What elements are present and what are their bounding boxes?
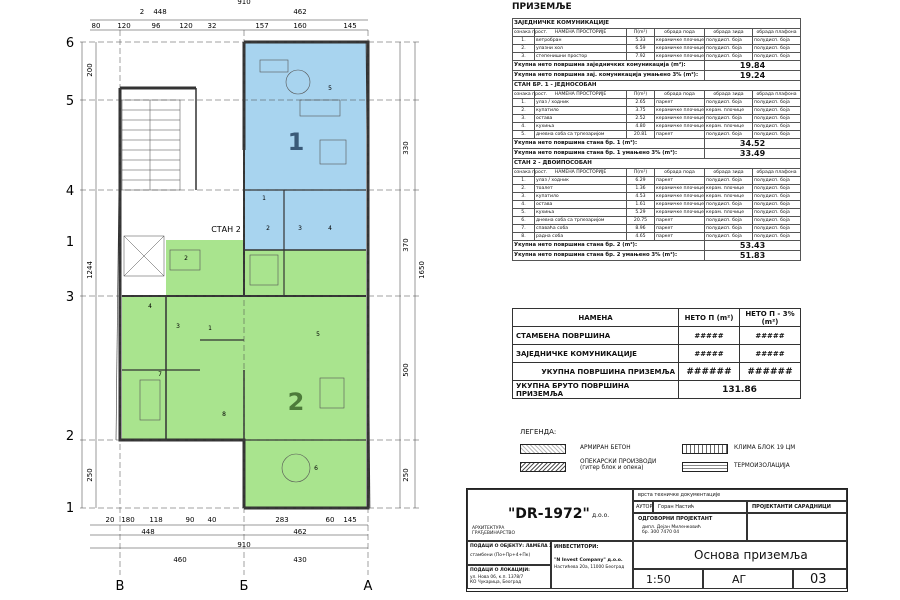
table-cell: 4. <box>513 123 535 131</box>
dimension-label: 90 <box>185 516 195 524</box>
axis-column-labels <box>116 579 373 594</box>
dimension-label: 462 <box>293 528 307 536</box>
dimension-label: 430 <box>293 556 307 564</box>
insulation-swatch <box>682 462 728 472</box>
table-cell: 4. <box>513 201 535 209</box>
table-cell: полудисп. боја <box>705 177 753 185</box>
column-header: ознака прост. <box>514 92 548 97</box>
reduced-value: 19.24 <box>705 71 801 81</box>
table-cell: ветробран <box>535 37 627 45</box>
total-row <box>513 149 801 159</box>
summary-row-label: СТАМБЕНА ПОВРШИНА <box>513 327 679 345</box>
room-number: 6 <box>314 465 318 472</box>
right-dimensions <box>402 141 426 481</box>
total-value: 19.84 <box>705 61 801 71</box>
table-cell: паркет <box>655 131 705 139</box>
column-header: обрада пода <box>655 169 705 177</box>
axis-row-label: 1 <box>65 235 75 250</box>
table-row <box>513 45 801 53</box>
object-label: ПОДАЦИ О ОБЈЕКТУ: ЛАМЕЛА 2 <box>470 544 553 549</box>
room-number: 5 <box>316 331 320 338</box>
summary-col-net-reduced: НЕТО П - 3% (m²) <box>740 309 801 327</box>
table-cell: полудисп. боја <box>705 233 753 241</box>
table-cell: полудисп. боја <box>753 225 801 233</box>
room-number: 3 <box>176 323 180 330</box>
table-cell: керам. плочице <box>705 107 753 115</box>
table-cell: паркет <box>655 177 705 185</box>
table-cell: керамичке плочице <box>656 194 704 199</box>
table-cell: полудисп. боја <box>753 209 801 217</box>
column-header: НАМЕНА ПРОСТОРИЈЕ <box>535 29 627 37</box>
table-cell: полудисп. боја <box>753 37 801 45</box>
drawing-title: Основа приземља <box>694 548 808 562</box>
table-cell: полудисп. боја <box>753 185 801 193</box>
brick-swatch <box>520 462 566 472</box>
total-label: Укупна нето површина стана бр. 1 (m²): <box>513 139 705 149</box>
summary-row-label: ЗАЈЕДНИЧКЕ КОМУНИКАЦИЈЕ <box>513 345 679 363</box>
table-cell: керамичке плочице <box>656 108 704 113</box>
column-header: ознака прост. <box>514 170 548 175</box>
table-cell: кухиња <box>535 123 627 131</box>
table-cell: паркет <box>655 225 705 233</box>
dimension-label: 370 <box>402 238 410 252</box>
firm-cell <box>467 489 633 541</box>
table-cell: керам. плочице <box>705 185 753 193</box>
dimension-label: 283 <box>275 516 289 524</box>
dimension-label: 157 <box>255 22 269 30</box>
table-cell: тоалет <box>535 185 627 193</box>
dimension-label: 2 <box>139 8 145 16</box>
table-cell: 1. <box>513 99 535 107</box>
section-row <box>513 19 801 29</box>
table-cell: полудисп. боја <box>753 177 801 185</box>
dimension-label: 448 <box>141 528 155 536</box>
table-cell: паркет <box>655 233 705 241</box>
table-cell: полудисп. боја <box>753 107 801 115</box>
table-cell: остава <box>535 115 627 123</box>
author-name: Горан Настић <box>658 504 695 510</box>
table-cell: 1.61 <box>627 201 655 209</box>
axis-row-labels <box>66 36 74 516</box>
axis-column-label: Б <box>239 579 249 594</box>
concrete-swatch <box>520 444 566 454</box>
table-cell: полудисп. боја <box>753 115 801 123</box>
column-header: обрада пода <box>655 29 705 37</box>
stair-label: СТАН 2 <box>211 225 241 234</box>
legend-item: АРМИРАН БЕТОН <box>580 445 631 451</box>
table-cell: дневна соба са трпезаријом <box>535 217 627 225</box>
dimension-label: 250 <box>86 468 94 482</box>
column-header: П(m²) <box>627 91 655 99</box>
table-cell: паркет <box>655 217 705 225</box>
table-cell: кухиња <box>535 209 627 217</box>
table-row <box>513 209 801 217</box>
header-row <box>513 169 801 177</box>
summary-col-net: НЕТО П (m²) <box>679 309 740 327</box>
dimension-label: 32 <box>207 22 217 30</box>
dimension-label: 1650 <box>418 261 426 279</box>
table-cell: 1. <box>513 37 535 45</box>
firm-suffix: д.о.о. <box>592 512 610 519</box>
table-cell: 2.52 <box>627 115 655 123</box>
table-cell: керамичке плочице <box>656 124 704 129</box>
dimension-label: 160 <box>293 22 307 30</box>
table-row <box>513 217 801 225</box>
dimension-label: 120 <box>117 22 131 30</box>
room-schedule-table <box>512 18 801 261</box>
investor-address: Настићева 20а, 11000 Београд <box>554 565 625 570</box>
bottom-dimensions <box>106 516 357 564</box>
room-number: 2 <box>266 225 270 232</box>
table-row <box>513 53 801 61</box>
firm-type: АРХИТЕКТУРА ГРАЂЕВИНАРСТВО <box>472 526 516 536</box>
table-cell: керамичке плочице <box>656 186 704 191</box>
table-cell: полудисп. боја <box>753 99 801 107</box>
table-cell: полудисп. боја <box>753 53 801 61</box>
scale-cell <box>633 569 703 589</box>
column-header: П(m²) <box>627 169 655 177</box>
dimension-label: 910 <box>237 0 251 6</box>
gross-area-value: 131.86 <box>679 381 801 399</box>
associates-label: ПРОЈЕКТАНТИ САРАДНИЦИ <box>752 504 831 510</box>
table-cell: 8.96 <box>627 225 655 233</box>
column-header: обрада плафона <box>753 169 801 177</box>
reduced-value: 33.49 <box>705 149 801 159</box>
apartment-2-label: 2 <box>287 388 305 416</box>
table-cell: паркет <box>655 99 705 107</box>
table-row <box>513 115 801 123</box>
table-cell: 4.53 <box>627 193 655 201</box>
table-cell: керамичке плочице <box>656 116 704 121</box>
table-cell: 2. <box>513 107 535 115</box>
table-cell: 2.65 <box>627 99 655 107</box>
dimension-label: 200 <box>86 63 94 77</box>
object-cell <box>467 541 551 565</box>
table-row <box>513 131 801 139</box>
total-value: 53.43 <box>705 241 801 251</box>
author-label: АУТОР <box>636 504 653 510</box>
doc-type: врста техничке документације <box>638 492 721 498</box>
table-cell: остава <box>535 201 627 209</box>
header-row <box>513 29 801 37</box>
table-cell: 20.75 <box>627 217 655 225</box>
dimension-label: 910 <box>237 541 251 549</box>
table-cell: 2. <box>513 185 535 193</box>
table-row <box>513 99 801 107</box>
table-cell: керамичке плочице <box>656 46 704 51</box>
dimension-label: 1244 <box>86 261 94 279</box>
column-header: обрада пода <box>655 91 705 99</box>
dimension-label: 118 <box>149 516 163 524</box>
sheet-number: 03 <box>810 572 827 587</box>
dimension-label: 96 <box>151 22 161 30</box>
doc-type-cell <box>633 489 847 501</box>
room-number: 4 <box>328 225 332 232</box>
top-dimensions <box>92 0 357 30</box>
table-cell: улаз / ходник <box>535 177 627 185</box>
table-cell: 8. <box>513 233 535 241</box>
room-schedule <box>512 2 800 261</box>
table-cell: степенишни простор <box>535 53 627 61</box>
table-cell: 6.29 <box>627 177 655 185</box>
table-cell: 5. <box>513 131 535 139</box>
table-cell: 5.29 <box>627 209 655 217</box>
clima-block-swatch <box>682 444 728 454</box>
section-title: СТАН БР. 1 - ЈЕДНОСОБАН <box>513 81 801 91</box>
investor-label: ИНВЕСТИТОРИ: <box>554 544 599 550</box>
dimension-label: 462 <box>293 8 307 16</box>
table-cell: 20.81 <box>627 131 655 139</box>
associates-blank <box>747 513 847 541</box>
table-row <box>513 177 801 185</box>
table-row <box>513 233 801 241</box>
location-value: ул. Нова 06, к.п. 1378/7 КО Чукарица, Београд <box>470 575 524 585</box>
table-cell: 7.92 <box>627 53 655 61</box>
schedule-title: ПРИЗЕМЉЕ <box>512 2 572 12</box>
table-cell: спаваћа соба <box>535 225 627 233</box>
table-cell: радна соба <box>535 233 627 241</box>
column-header: П(m²) <box>627 29 655 37</box>
table-cell: полудисп. боја <box>753 123 801 131</box>
room-number: 8 <box>222 411 226 418</box>
summary-row-net-reduced: ##### <box>740 327 801 345</box>
reduced-label: Укупна нето површина зај. комуникација умањено 3% (m²): <box>513 71 705 81</box>
room-number: 3 <box>298 225 302 232</box>
table-cell: 5. <box>513 209 535 217</box>
table-cell: 2. <box>513 45 535 53</box>
dimension-label: 120 <box>179 22 193 30</box>
column-header: обрада плафона <box>753 29 801 37</box>
axis-column-label: А <box>363 579 373 594</box>
table-cell: улазни хол <box>535 45 627 53</box>
summary-row-net: ##### <box>679 345 740 363</box>
table-cell: купатило <box>535 193 627 201</box>
column-header: НАМЕНА ПРОСТОРИЈЕ <box>535 91 627 99</box>
phase-cell <box>703 569 793 589</box>
total-label: Укупна нето површина стана бр. 2 (m²): <box>513 241 705 251</box>
room-number: 7 <box>158 371 162 378</box>
section-title: ЗАЈЕДНИЧКЕ КОМУНИКАЦИЈЕ <box>513 19 801 29</box>
table-cell: полудисп. боја <box>705 217 753 225</box>
column-header: обрада зида <box>705 169 753 177</box>
room-number: 4 <box>148 303 152 310</box>
responsible-label: ОДГОВОРНИ ПРОЈЕКТАНТ <box>638 516 713 522</box>
table-cell: керамичке плочице <box>656 202 704 207</box>
left-dimensions <box>86 63 94 481</box>
legend-item: ТЕРМОИЗОЛАЦИЈА <box>734 463 790 469</box>
dimension-label: 20 <box>105 516 115 524</box>
room-number: 5 <box>328 85 332 92</box>
table-cell: полудисп. боја <box>705 53 753 61</box>
total-row <box>513 71 801 81</box>
object-desc: стамбени (По+Пр+4+Пк) <box>470 553 531 558</box>
axis-row-label: 6 <box>65 36 75 51</box>
table-cell: 1.36 <box>627 185 655 193</box>
drawing-title-cell <box>633 541 847 569</box>
table-cell: дневна соба са трпезаријом <box>535 131 627 139</box>
total-row <box>513 251 801 261</box>
table-row <box>513 37 801 45</box>
dimension-label: 180 <box>121 516 135 524</box>
dimension-label: 250 <box>402 468 410 482</box>
axis-row-label: 2 <box>65 429 75 444</box>
table-cell: купатило <box>535 107 627 115</box>
dimension-label: 460 <box>173 556 187 564</box>
column-header: обрада плафона <box>753 91 801 99</box>
room-number: 1 <box>262 195 266 202</box>
section-row <box>513 81 801 91</box>
reduced-value: 51.83 <box>705 251 801 261</box>
reduced-label: Укупна нето површина стана бр. 2 умањено 3% (m²): <box>513 251 705 261</box>
table-cell: полудисп. боја <box>705 201 753 209</box>
table-cell: полудисп. боја <box>705 131 753 139</box>
table-cell: 6. <box>513 217 535 225</box>
table-row <box>513 107 801 115</box>
table-cell: 3. <box>513 53 535 61</box>
header-row <box>513 91 801 99</box>
total-label: Укупна нето површина заједничких комуникација (m²): <box>513 61 705 71</box>
summary-row-net-reduced: ##### <box>740 345 801 363</box>
table-cell: керам. плочице <box>705 209 753 217</box>
table-row <box>513 225 801 233</box>
gross-area-label: УКУПНА БРУТО ПОВРШИНА ПРИЗЕМЉА <box>513 381 679 399</box>
reduced-label: Укупна нето површина стана бр. 1 умањено 3% (m²): <box>513 149 705 159</box>
section-title: СТАН 2 - ДВОИПОСОБАН <box>513 159 801 169</box>
responsible-cell <box>633 513 747 541</box>
summary-row-net: ##### <box>679 327 740 345</box>
total-row <box>513 139 801 149</box>
table-cell: полудисп. боја <box>705 99 753 107</box>
table-cell: полудисп. боја <box>705 225 753 233</box>
dimension-label: 330 <box>402 141 410 155</box>
axis-row-label: 1 <box>65 501 75 516</box>
axis-row-label: 4 <box>65 184 75 199</box>
table-cell: керамичке плочице <box>656 38 704 43</box>
summary-row-label: УКУПНА ПОВРШИНА ПРИЗЕМЉА <box>513 363 679 381</box>
dimension-label: 448 <box>153 8 167 16</box>
summary-row-net: ###### <box>679 363 740 381</box>
total-row <box>513 61 801 71</box>
author-label-cell <box>633 501 653 513</box>
sheet-cell <box>793 569 847 589</box>
author-cell <box>653 501 747 513</box>
table-cell: полудисп. боја <box>753 193 801 201</box>
axis-column-label: В <box>115 579 125 594</box>
room-number: 2 <box>184 255 188 262</box>
table-cell: 4.65 <box>627 233 655 241</box>
dimension-label: 145 <box>343 22 357 30</box>
column-header: обрада зида <box>705 29 753 37</box>
responsible-name: дипл. Дејан Миленковић бр. 300 7470 04 <box>642 525 701 535</box>
dimension-label: 80 <box>91 22 101 30</box>
table-cell: керамичке плочице <box>656 54 704 59</box>
table-cell: 4.80 <box>627 123 655 131</box>
summary-row-net-reduced: ###### <box>740 363 801 381</box>
apartment-1-label: 1 <box>287 128 305 156</box>
table-row <box>513 201 801 209</box>
table-cell: 3. <box>513 115 535 123</box>
dimension-label: 500 <box>402 363 410 377</box>
legend-item: КЛИМА БЛОК 19 ЦМ <box>734 445 796 451</box>
dimension-label: 145 <box>343 516 357 524</box>
phase: АГ <box>732 573 747 586</box>
summary-col-purpose: НАМЕНА <box>513 309 679 327</box>
table-cell: керам. плочице <box>705 123 753 131</box>
table-cell: полудисп. боја <box>753 217 801 225</box>
table-cell: 6.59 <box>627 45 655 53</box>
table-cell: керамичке плочице <box>656 210 704 215</box>
associates-cell <box>747 501 847 513</box>
table-cell: улаз / ходник <box>535 99 627 107</box>
table-cell: керам. плочице <box>705 193 753 201</box>
total-value: 34.52 <box>705 139 801 149</box>
total-row <box>513 241 801 251</box>
table-cell: 1. <box>513 177 535 185</box>
investor-cell <box>551 541 633 589</box>
table-cell: полудисп. боја <box>705 37 753 45</box>
area-summary <box>512 308 800 399</box>
location-cell <box>467 565 551 589</box>
title-block <box>466 488 848 592</box>
column-header: ознака прост. <box>514 30 548 35</box>
table-cell: полудисп. боја <box>705 45 753 53</box>
investor-name: "N Invest Company" д.о.о. <box>554 558 623 563</box>
table-cell: 5.33 <box>627 37 655 45</box>
table-cell: 7. <box>513 225 535 233</box>
dimension-label: 40 <box>207 516 217 524</box>
table-cell: полудисп. боја <box>705 115 753 123</box>
legend <box>520 428 800 488</box>
axis-row-label: 5 <box>65 94 75 109</box>
table-cell: полудисп. боја <box>753 233 801 241</box>
table-cell: полудисп. боја <box>753 201 801 209</box>
scale: 1:50 <box>646 573 671 586</box>
table-cell: полудисп. боја <box>753 45 801 53</box>
table-row <box>513 193 801 201</box>
table-cell: полудисп. боја <box>753 131 801 139</box>
area-summary-table <box>512 308 801 399</box>
table-cell: 3. <box>513 193 535 201</box>
section-row <box>513 159 801 169</box>
firm-name: "DR-1972" <box>508 506 590 522</box>
room-number: 1 <box>208 325 212 332</box>
table-row <box>513 123 801 131</box>
legend-item: ОПЕКАРСКИ ПРОИЗВОДИ (гитер блок и опека) <box>580 459 657 471</box>
table-row <box>513 185 801 193</box>
column-header: НАМЕНА ПРОСТОРИЈЕ <box>535 169 627 177</box>
legend-title: ЛЕГЕНДА: <box>520 428 557 436</box>
stair-hall-area <box>166 240 244 296</box>
axis-row-label: 3 <box>65 290 75 305</box>
dimension-label: 60 <box>325 516 335 524</box>
column-header: обрада зида <box>705 91 753 99</box>
table-cell: 3.75 <box>627 107 655 115</box>
location-label: ПОДАЦИ О ЛОКАЦИЈИ: <box>470 568 530 573</box>
